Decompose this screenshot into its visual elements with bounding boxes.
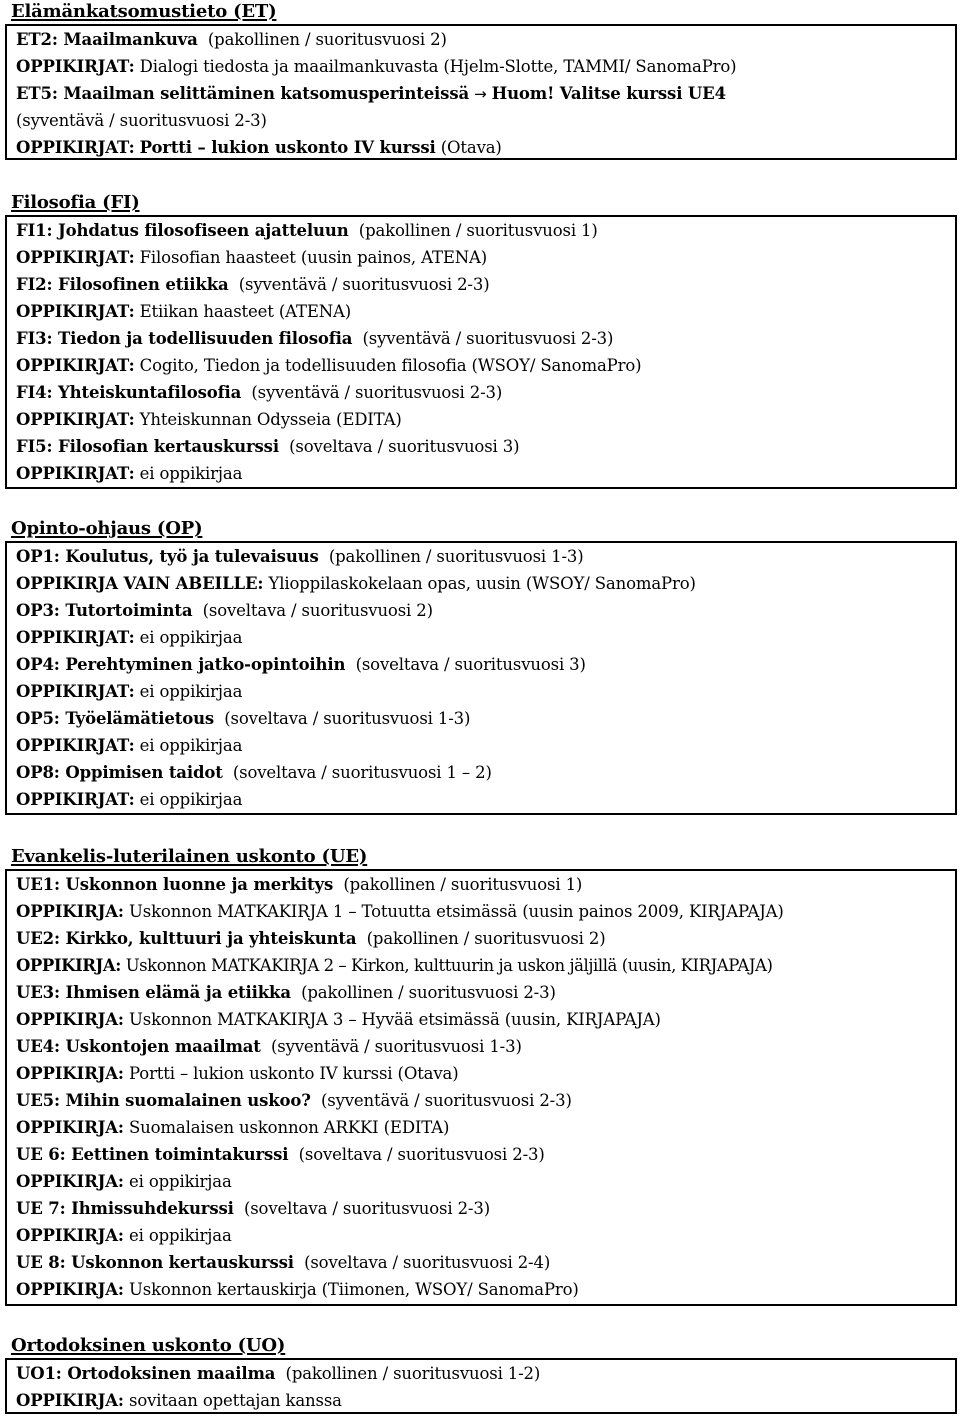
course-title: OP1: Koulutus, työ ja tulevaisuus xyxy=(16,547,319,566)
books-label: OPPIKIRJA: xyxy=(16,902,124,921)
books-text: Uskonnon MATKAKIRJA 2 – Kirkon, kulttuurin ja uskon jäljillä (uusin, KIRJAPAJA) xyxy=(125,956,773,975)
course-title: UE 6: Eettinen toimintakurssi xyxy=(16,1145,289,1164)
books-text: Cogito, Tiedon ja todellisuuden filosofia (WSOY/ SanomaPro) xyxy=(139,356,642,375)
course-books-row xyxy=(16,1064,459,1084)
course-books-row xyxy=(16,464,242,484)
course-title-row xyxy=(16,30,447,50)
books-text: ei oppikirjaa xyxy=(139,628,243,647)
books-text: Etiikan haasteet (ATENA) xyxy=(139,302,352,321)
section-box-op xyxy=(5,541,957,815)
course-title: UO1: Ortodoksinen maailma xyxy=(16,1364,276,1383)
books-text: ei oppikirjaa xyxy=(139,464,243,483)
course-info: (soveltava / suoritusvuosi 2-3) xyxy=(243,1199,490,1218)
books-label: OPPIKIRJA: xyxy=(16,1064,124,1083)
books-text: ei oppikirjaa xyxy=(139,682,243,701)
course-title-row xyxy=(16,929,606,949)
course-title-row xyxy=(16,601,433,621)
course-books-row xyxy=(16,790,242,810)
course-title: OP5: Työelämätietous xyxy=(16,709,215,728)
course-books-row xyxy=(16,302,351,322)
books-label: OPPIKIRJAT: xyxy=(16,464,135,483)
course-title: ET2: Maailmankuva xyxy=(16,30,198,49)
course-title-row xyxy=(16,84,726,104)
course-title-row xyxy=(16,1091,572,1111)
section-heading-ue: Evankelis-luterilainen uskonto (UE) xyxy=(11,846,368,867)
books-label: OPPIKIRJA: xyxy=(16,1010,124,1029)
books-text: Portti – lukion uskonto IV kurssi xyxy=(139,138,436,157)
course-title: UE3: Ihmisen elämä ja etiikka xyxy=(16,983,291,1002)
course-info: (syventävä / suoritusvuosi 1-3) xyxy=(270,1037,522,1056)
course-title-row xyxy=(16,329,613,349)
books-label: OPPIKIRJA: xyxy=(16,1280,124,1299)
course-books-row xyxy=(16,248,487,268)
course-title-row xyxy=(16,1037,522,1057)
course-title-row xyxy=(16,763,492,783)
course-books-row xyxy=(16,356,641,376)
course-info-row xyxy=(16,111,267,131)
books-label: OPPIKIRJAT: xyxy=(16,682,135,701)
books-text: Portti – lukion uskonto IV kurssi (Otava) xyxy=(129,1064,459,1083)
course-info: (pakollinen / suoritusvuosi 1) xyxy=(343,875,583,894)
section-heading-fi: Filosofia (FI) xyxy=(11,192,140,213)
books-label: OPPIKIRJAT: xyxy=(16,410,135,429)
books-text: Ylioppilaskokelaan opas, uusin (WSOY/ SanomaPro) xyxy=(268,574,696,593)
section-box-fi xyxy=(5,215,957,489)
course-title-row xyxy=(16,983,556,1003)
course-books-row xyxy=(16,1172,232,1192)
course-title-row xyxy=(16,221,598,241)
course-info: (syventävä / suoritusvuosi 2-3) xyxy=(362,329,614,348)
course-title-row xyxy=(16,437,519,457)
course-books-row xyxy=(16,1280,579,1300)
course-books-row xyxy=(16,902,784,922)
arrow-right-icon: → xyxy=(474,85,487,103)
course-books-row xyxy=(16,736,242,756)
course-info: (syventävä / suoritusvuosi 2-3) xyxy=(238,275,490,294)
books-text: Dialogi tiedosta ja maailmankuvasta (Hjelm-Slotte, TAMMI/ SanomaPro) xyxy=(139,57,737,76)
books-text: Yhteiskunnan Odysseia (EDITA) xyxy=(139,410,402,429)
books-label: OPPIKIRJA: xyxy=(16,1226,124,1245)
books-publisher: (Otava) xyxy=(440,138,502,157)
books-label: OPPIKIRJAT: xyxy=(16,628,135,647)
books-text: Filosofian haasteet (uusin painos, ATENA) xyxy=(139,248,488,267)
course-info: (pakollinen / suoritusvuosi 1-2) xyxy=(285,1364,541,1383)
course-title-row xyxy=(16,1253,550,1273)
books-text: ei oppikirjaa xyxy=(129,1226,232,1245)
books-text: ei oppikirjaa xyxy=(129,1172,232,1191)
books-text: Suomalaisen uskonnon ARKKI (EDITA) xyxy=(129,1118,450,1137)
section-box-ue xyxy=(5,869,957,1306)
course-title: OP8: Oppimisen taidot xyxy=(16,763,223,782)
section-box-uo xyxy=(5,1358,957,1414)
books-label: OPPIKIRJAT: xyxy=(16,302,135,321)
course-title: FI5: Filosofian kertauskurssi xyxy=(16,437,279,456)
course-title: OP3: Tutortoiminta xyxy=(16,601,193,620)
course-info: (soveltava / suoritusvuosi 3) xyxy=(289,437,520,456)
course-books-row xyxy=(16,1391,342,1411)
course-title: ET5: Maailman selittäminen katsomusperinteissä xyxy=(16,84,469,103)
course-books-row xyxy=(16,628,242,648)
course-books-row xyxy=(16,956,772,976)
course-books-row xyxy=(16,57,736,77)
course-info: (pakollinen / suoritusvuosi 1-3) xyxy=(328,547,584,566)
section-heading-uo: Ortodoksinen uskonto (UO) xyxy=(11,1335,286,1356)
books-text: sovitaan opettajan kanssa xyxy=(129,1391,342,1410)
books-label: OPPIKIRJAT: xyxy=(16,356,135,375)
books-label: OPPIKIRJA: xyxy=(16,956,121,975)
course-title-row xyxy=(16,709,470,729)
books-label: OPPIKIRJA: xyxy=(16,1391,124,1410)
course-books-row xyxy=(16,682,242,702)
course-title: UE2: Kirkko, kulttuuri ja yhteiskunta xyxy=(16,929,357,948)
course-info: (soveltava / suoritusvuosi 2-3) xyxy=(298,1145,545,1164)
books-text: ei oppikirjaa xyxy=(139,790,243,809)
course-title: FI2: Filosofinen etiikka xyxy=(16,275,229,294)
course-books-row xyxy=(16,1010,661,1030)
course-info: (syventävä / suoritusvuosi 2-3) xyxy=(16,111,267,130)
books-label: OPPIKIRJAT: xyxy=(16,736,135,755)
books-label: OPPIKIRJAT: xyxy=(16,248,135,267)
books-text: Uskonnon MATKAKIRJA 1 – Totuutta etsimässä (uusin painos 2009, KIRJAPAJA) xyxy=(129,902,784,921)
books-text: Uskonnon kertauskirja (Tiimonen, WSOY/ SanomaPro) xyxy=(129,1280,579,1299)
course-info: (syventävä / suoritusvuosi 2-3) xyxy=(251,383,503,402)
course-info: (soveltava / suoritusvuosi 2-4) xyxy=(304,1253,551,1272)
section-heading-op: Opinto-ohjaus (OP) xyxy=(11,518,203,539)
course-books-row xyxy=(16,574,696,594)
course-info: (soveltava / suoritusvuosi 1 – 2) xyxy=(232,763,492,782)
course-title-row xyxy=(16,275,489,295)
section-box-et xyxy=(5,24,957,160)
books-label: OPPIKIRJAT: xyxy=(16,57,135,76)
course-title-row xyxy=(16,875,582,895)
course-title: FI1: Johdatus filosofiseen ajatteluun xyxy=(16,221,349,240)
course-info: (soveltava / suoritusvuosi 3) xyxy=(355,655,586,674)
course-title-row xyxy=(16,1364,540,1384)
books-label: OPPIKIRJA: xyxy=(16,1172,124,1191)
course-title: UE1: Uskonnon luonne ja merkitys xyxy=(16,875,334,894)
course-title: UE5: Mihin suomalainen uskoo? xyxy=(16,1091,311,1110)
course-info: (pakollinen / suoritusvuosi 2-3) xyxy=(301,983,556,1002)
course-title-row xyxy=(16,1145,545,1165)
course-title-row xyxy=(16,383,502,403)
books-label: OPPIKIRJAT: xyxy=(16,138,135,157)
course-info: (soveltava / suoritusvuosi 2) xyxy=(202,601,433,620)
books-label: OPPIKIRJA: xyxy=(16,1118,124,1137)
course-books-row xyxy=(16,410,402,430)
books-text: Uskonnon MATKAKIRJA 3 – Hyvää etsimässä (uusin, KIRJAPAJA) xyxy=(129,1010,661,1029)
course-info: (pakollinen / suoritusvuosi 1) xyxy=(358,221,598,240)
course-note: Huom! Valitse kurssi UE4 xyxy=(491,84,726,103)
course-info: (pakollinen / suoritusvuosi 2) xyxy=(207,30,447,49)
books-text: ei oppikirjaa xyxy=(139,736,243,755)
course-title: UE4: Uskontojen maailmat xyxy=(16,1037,261,1056)
course-title: FI3: Tiedon ja todellisuuden filosofia xyxy=(16,329,353,348)
section-heading-et: Elämänkatsomustieto (ET) xyxy=(11,1,277,22)
course-title-row xyxy=(16,547,584,567)
course-info: (pakollinen / suoritusvuosi 2) xyxy=(366,929,606,948)
books-label: OPPIKIRJAT: xyxy=(16,790,135,809)
course-title: UE 8: Uskonnon kertauskurssi xyxy=(16,1253,294,1272)
course-title: OP4: Perehtyminen jatko-opintoihin xyxy=(16,655,346,674)
course-title: FI4: Yhteiskuntafilosofia xyxy=(16,383,242,402)
course-books-row xyxy=(16,1118,449,1138)
course-title-row xyxy=(16,1199,490,1219)
course-books-row xyxy=(16,138,502,158)
course-title: UE 7: Ihmissuhdekurssi xyxy=(16,1199,234,1218)
course-info: (soveltava / suoritusvuosi 1-3) xyxy=(224,709,471,728)
course-title-row xyxy=(16,655,586,675)
books-label: OPPIKIRJA VAIN ABEILLE: xyxy=(16,574,264,593)
course-books-row xyxy=(16,1226,232,1246)
course-info: (syventävä / suoritusvuosi 2-3) xyxy=(320,1091,572,1110)
